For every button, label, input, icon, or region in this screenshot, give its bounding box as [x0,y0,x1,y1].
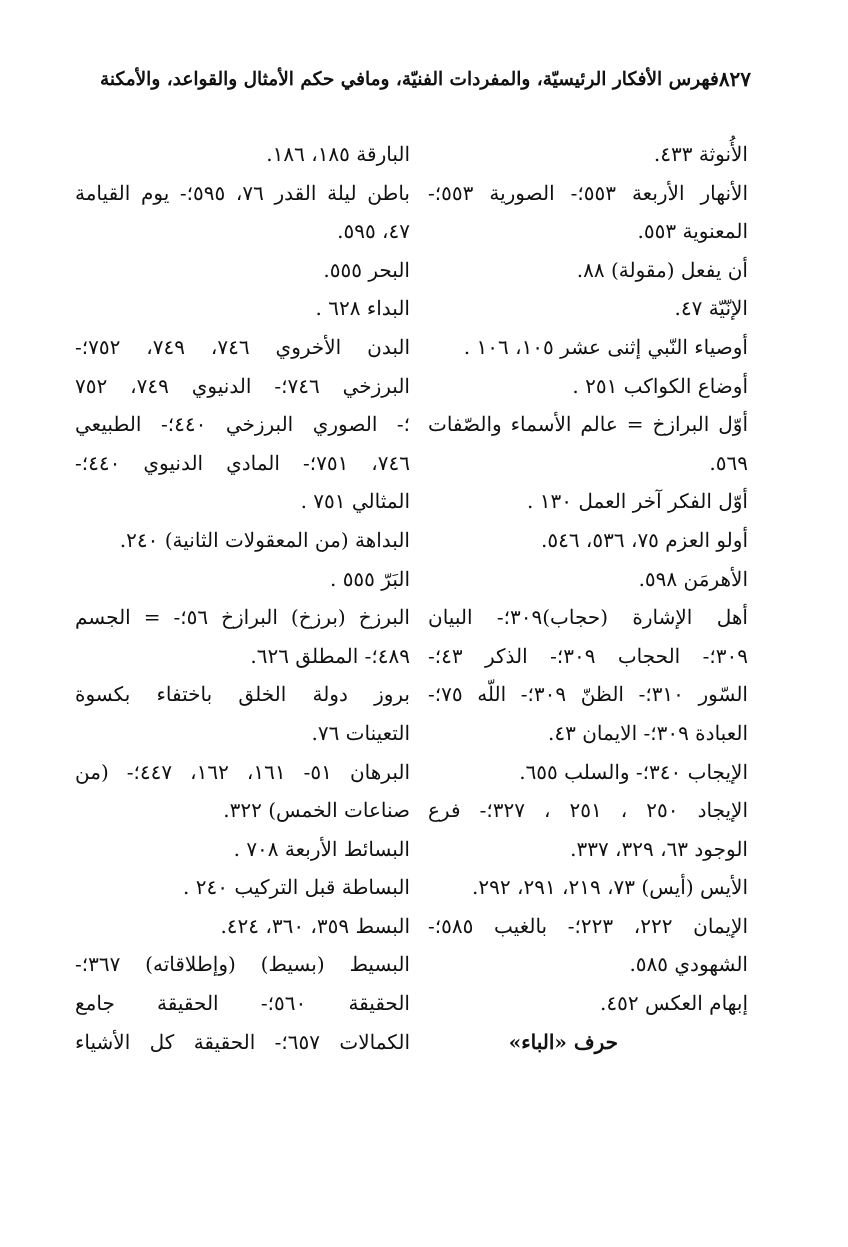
index-entry-line: الأيس (أيس) ٧٣، ٢١٩، ٢٩١، ٢٩٢. [472,875,748,900]
index-entry-line: ٤٧، ٥٩٥. [337,219,410,244]
index-entry-line: ٧٤٦، ٧٥١؛- المادي الدنيوي ٤٤٠؛- [75,450,410,475]
index-entry-line: الوجود ٦٣، ٣٢٩، ٣٣٧. [570,836,748,861]
index-entry-line: أهل الإشارة (حجاب)٣٠٩؛- البيان [428,605,748,630]
index-entry-line: بروز دولة الخلق باختفاء بكسوة [75,682,410,707]
index-entry-line: المثالي ٧٥١ . [300,489,410,514]
index-entry-line: ٣٠٩؛- الحجاب ٣٠٩؛- الذكر ٤٣؛- [428,643,748,668]
index-entry-line: البداء ٦٢٨ . [315,296,410,321]
index-entry-line: الإيجاب ٣٤٠؛- والسلب ٦٥٥. [519,759,748,784]
index-entry-line: الكمالات ٦٥٧؛- الحقيقة كل الأشياء [75,1029,410,1054]
page-number: ٨٢٧ [718,67,752,91]
index-entry-line: البحر ٥٥٥. [323,257,410,282]
index-entry-line: الإيجاد ٢٥٠ ، ٢٥١ ، ٣٢٧؛- فرع [428,798,748,823]
index-entry-line: البسائط الأربعة ٧٠٨ . [233,836,410,861]
index-entry-line: الإيمان ٢٢٢، ٢٢٣؛- بالغيب ٥٨٥؛- [428,913,748,938]
index-column-right [428,135,748,1061]
index-entry-line: البَرّ ٥٥٥ . [329,566,410,591]
index-entry-line: البرهان ٥١- ١٦١، ١٦٢، ٤٤٧؛- (من [75,759,410,784]
index-entry-line: السّور ٣١٠؛- الظنّ ٣٠٩؛- اللّه ٧٥؛- [428,682,748,707]
index-entry-line: العبادة ٣٠٩؛- الايمان ٤٣. [548,720,748,745]
index-entry-line: أن يفعل (مقولة) ٨٨. [576,257,748,282]
index-entry-line: إبهام العكس ٤٥٢. [600,991,748,1016]
index-entry-line: الحقيقة ٥٦٠؛- الحقيقة جامع [75,991,410,1016]
index-entry-line: البداهة (من المعقولات الثانية) ٢٤٠. [119,527,410,552]
index-entry-line: البساطة قبل التركيب ٢٤٠ . [183,875,410,900]
index-entry-line: باطن ليلة القدر ٧٦، ٥٩٥؛- يوم القيامة [75,180,410,205]
index-entry-line: التعينات ٧٦. [311,720,410,745]
index-entry-line: ٤٨٩؛- المطلق ٦٢٦. [250,643,410,668]
index-entry-line: البارقة ١٨٥، ١٨٦. [266,142,410,166]
index-entry-line: ٥٦٩. [709,450,748,475]
index-entry-line: صناعات الخمس) ٣٢٢. [223,798,410,823]
index-entry-line: البدن الأخروي ٧٤٦، ٧٤٩، ٧٥٢؛- [75,334,410,359]
running-title: فهرس الأفكار الرئيسيّة، والمفردات الفنيّة، ومافي حكم الأمثال والقواعد، والأمكنة [100,68,719,90]
index-entry-line: البرزخ (برزخ) البرازخ ٥٦؛- = الجسم [75,605,410,630]
index-entry-line: الشهودي ٥٨٥. [629,952,748,977]
index-entry-line: الإنّيّة ٤٧. [674,296,748,321]
index-entry-line: أوّل الفكر آخر العمل ١٣٠ . [527,489,748,514]
index-entry-line: الأهرمَن ٥٩٨. [638,566,748,591]
index-column-left [75,135,410,1061]
index-entry-line: البرزخي ٧٤٦؛- الدنيوي ٧٤٩، ٧٥٢ [75,373,410,398]
index-entry-line: البسط ٣٥٩، ٣٦٠، ٤٢٤. [220,913,410,938]
index-entry-line: البسيط (بسيط) (وإطلاقاته) ٣٦٧؛- [75,952,410,977]
index-entry-line: أوصياء النّبي إثنى عشر ١٠٥، ١٠٦ . [463,334,748,359]
index-entry-line: الأنهار الأربعة ٥٥٣؛- الصورية ٥٥٣؛- [428,180,748,205]
index-entry-line: أوّل البرازخ = عالم الأسماء والصّفات [428,412,748,437]
index-entry-line: ؛- الصوري البرزخي ٤٤٠؛- الطبيعي [75,412,410,437]
index-entry-line: أوضاع الكواكب ٢٥١ . [572,373,748,398]
index-entry-line: الأُنوثة ٤٣٣. [653,142,748,166]
index-entry-line: المعنوية ٥٥٣. [637,219,748,244]
section-heading: حرف «الباء» [508,1029,618,1054]
index-entry-line: أولو العزم ٧٥، ٥٣٦، ٥٤٦. [540,527,748,552]
page-header [100,62,752,96]
